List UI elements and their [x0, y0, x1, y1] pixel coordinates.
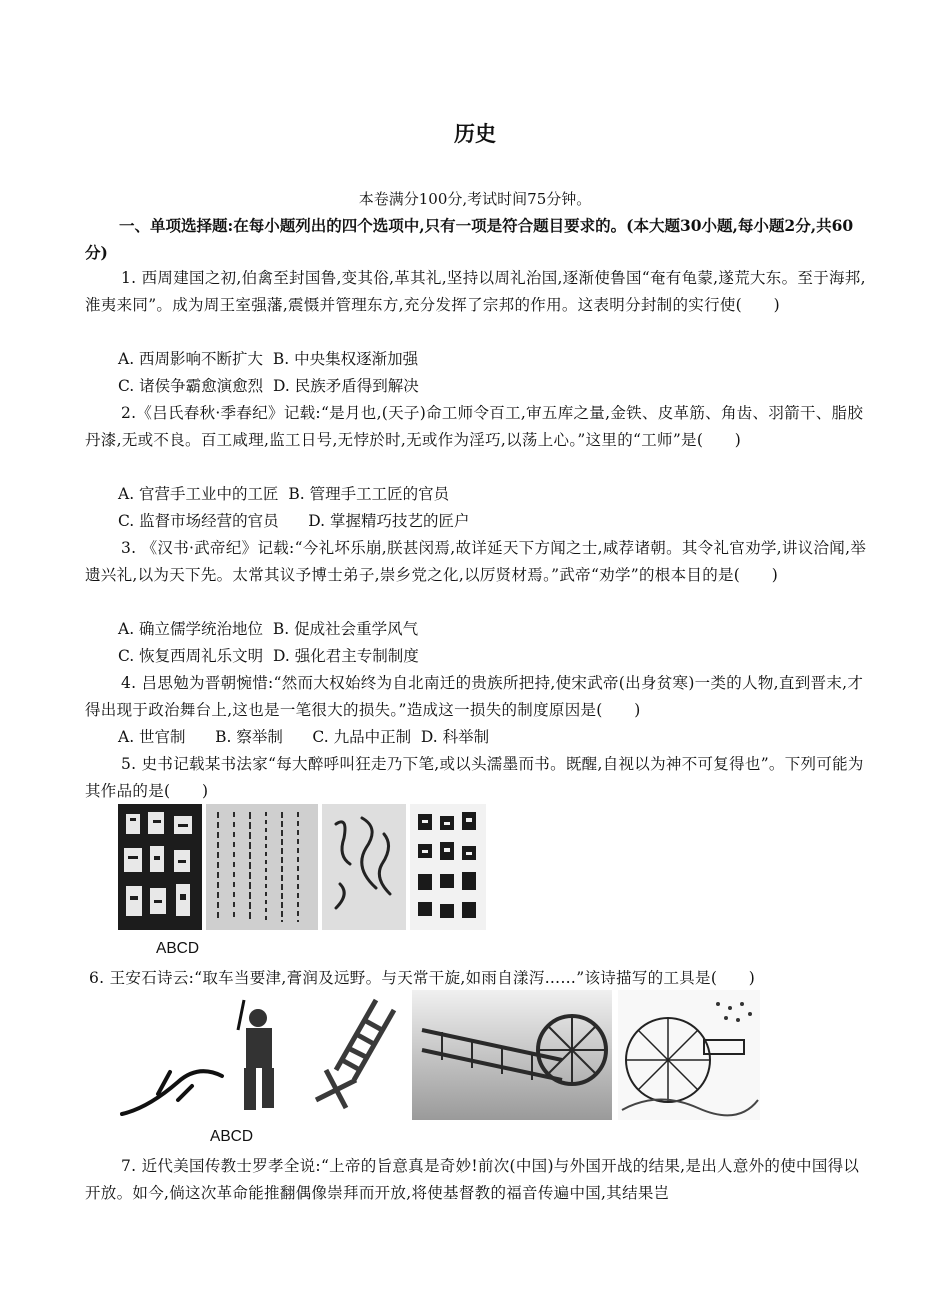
- question-7-stem: 7. 近代美国传教士罗孝全说:“上帝的旨意真是奇妙!前次(中国)与外国开战的结果,是出人意外的使中国得以开放。如今,倘这次革命能推翻偶像崇拜而开放,将使基督教的福音传遍中国,其结果岂: [85, 1157, 860, 1202]
- question-1-options-ab: A. 西周影响不断扩大 B. 中央集权逐渐加强: [118, 350, 419, 368]
- wooden-tool-image-b: [306, 990, 406, 1120]
- question-2-options-ab: A. 官营手工业中的工匠 B. 管理手工工匠的官员: [118, 485, 450, 503]
- question-6-image-labels: ABCD: [210, 1128, 254, 1145]
- waterwheel-drawing-image-d: [618, 990, 760, 1120]
- question-6-tool-images: [118, 990, 760, 1120]
- question-3-options-cd: C. 恢复西周礼乐文明 D. 强化君主专制制度: [118, 647, 419, 665]
- question-1-stem: 1. 西周建国之初,伯禽至封国鲁,变其俗,革其礼,坚持以周礼治国,逐渐使鲁国“奄有龟蒙,遂荒大东。至于海邦,淮夷来同”。成为周王室强藩,震慑并管理东方,充分发挥了宗邦的作用。这表明分封制的实行使( ): [85, 269, 866, 314]
- exam-instructions: 本卷满分100分,考试时间75分钟。: [358, 190, 592, 208]
- question-5-image-labels: ABCD: [156, 940, 200, 957]
- question-5-calligraphy-images: [118, 804, 486, 930]
- question-3-stem: 3. 《汉书·武帝纪》记载:“今礼坏乐崩,朕甚闵焉,故详延天下方闻之士,咸荐诸朝。其令礼官劝学,讲议洽闻,举遗兴礼,以为天下先。太常其议予博士弟子,崇乡党之化,以厉贤材焉。”武帝“劝学”的根本目的是( ): [85, 539, 867, 584]
- question-5-stem: 5. 史书记载某书法家“每大醉呼叫狂走乃下笔,或以头濡墨而书。既醒,自视以为神不可复得也”。下列可能为其作品的是( ): [85, 755, 864, 800]
- plow-image-a: [118, 990, 300, 1120]
- question-4-stem: 4. 吕思勉为晋朝惋惜:“然而大权始终为自北南迁的贵族所把持,使宋武帝(出身贫寒)一类的人物,直到晋末,才得出现于政治舞台上,这也是一笔很大的损失。”造成这一损失的制度原因是( ): [85, 674, 864, 719]
- calligraphy-image-b: [206, 804, 318, 930]
- question-3-options-ab: A. 确立儒学统治地位 B. 促成社会重学风气: [118, 620, 419, 638]
- question-4-options: A. 世官制 B. 察举制 C. 九品中正制 D. 科举制: [118, 728, 490, 746]
- calligraphy-image-c: [322, 804, 406, 930]
- page-title: 历史: [454, 122, 496, 146]
- section-heading: 一、单项选择题:在每小题列出的四个选项中,只有一项是符合题目要求的。(本大题30小题,每小题2分,共60分): [85, 216, 854, 262]
- calligraphy-image-d: [410, 804, 486, 930]
- question-1-options-cd: C. 诸侯争霸愈演愈烈 D. 民族矛盾得到解决: [118, 377, 419, 395]
- question-2-stem: 2.《吕氏春秋·季春纪》记载:“是月也,(天子)命工师令百工,审五库之量,金铁、皮革筋、角齿、羽箭干、脂胶丹漆,无或不良。百工咸理,监工日号,无悖於时,无或作为淫巧,以荡上心。”这里的“工师”是( ): [85, 404, 864, 449]
- question-6-stem: 6. 王安石诗云:“取车当要津,膏润及远野。与天常干旋,如雨自漾泻……”该诗描写的工具是( ): [89, 969, 756, 987]
- question-2-options-cd: C. 监督市场经营的官员 D. 掌握精巧技艺的匠户: [118, 512, 470, 530]
- calligraphy-image-a: [118, 804, 202, 930]
- water-wheel-image-c: [412, 990, 612, 1120]
